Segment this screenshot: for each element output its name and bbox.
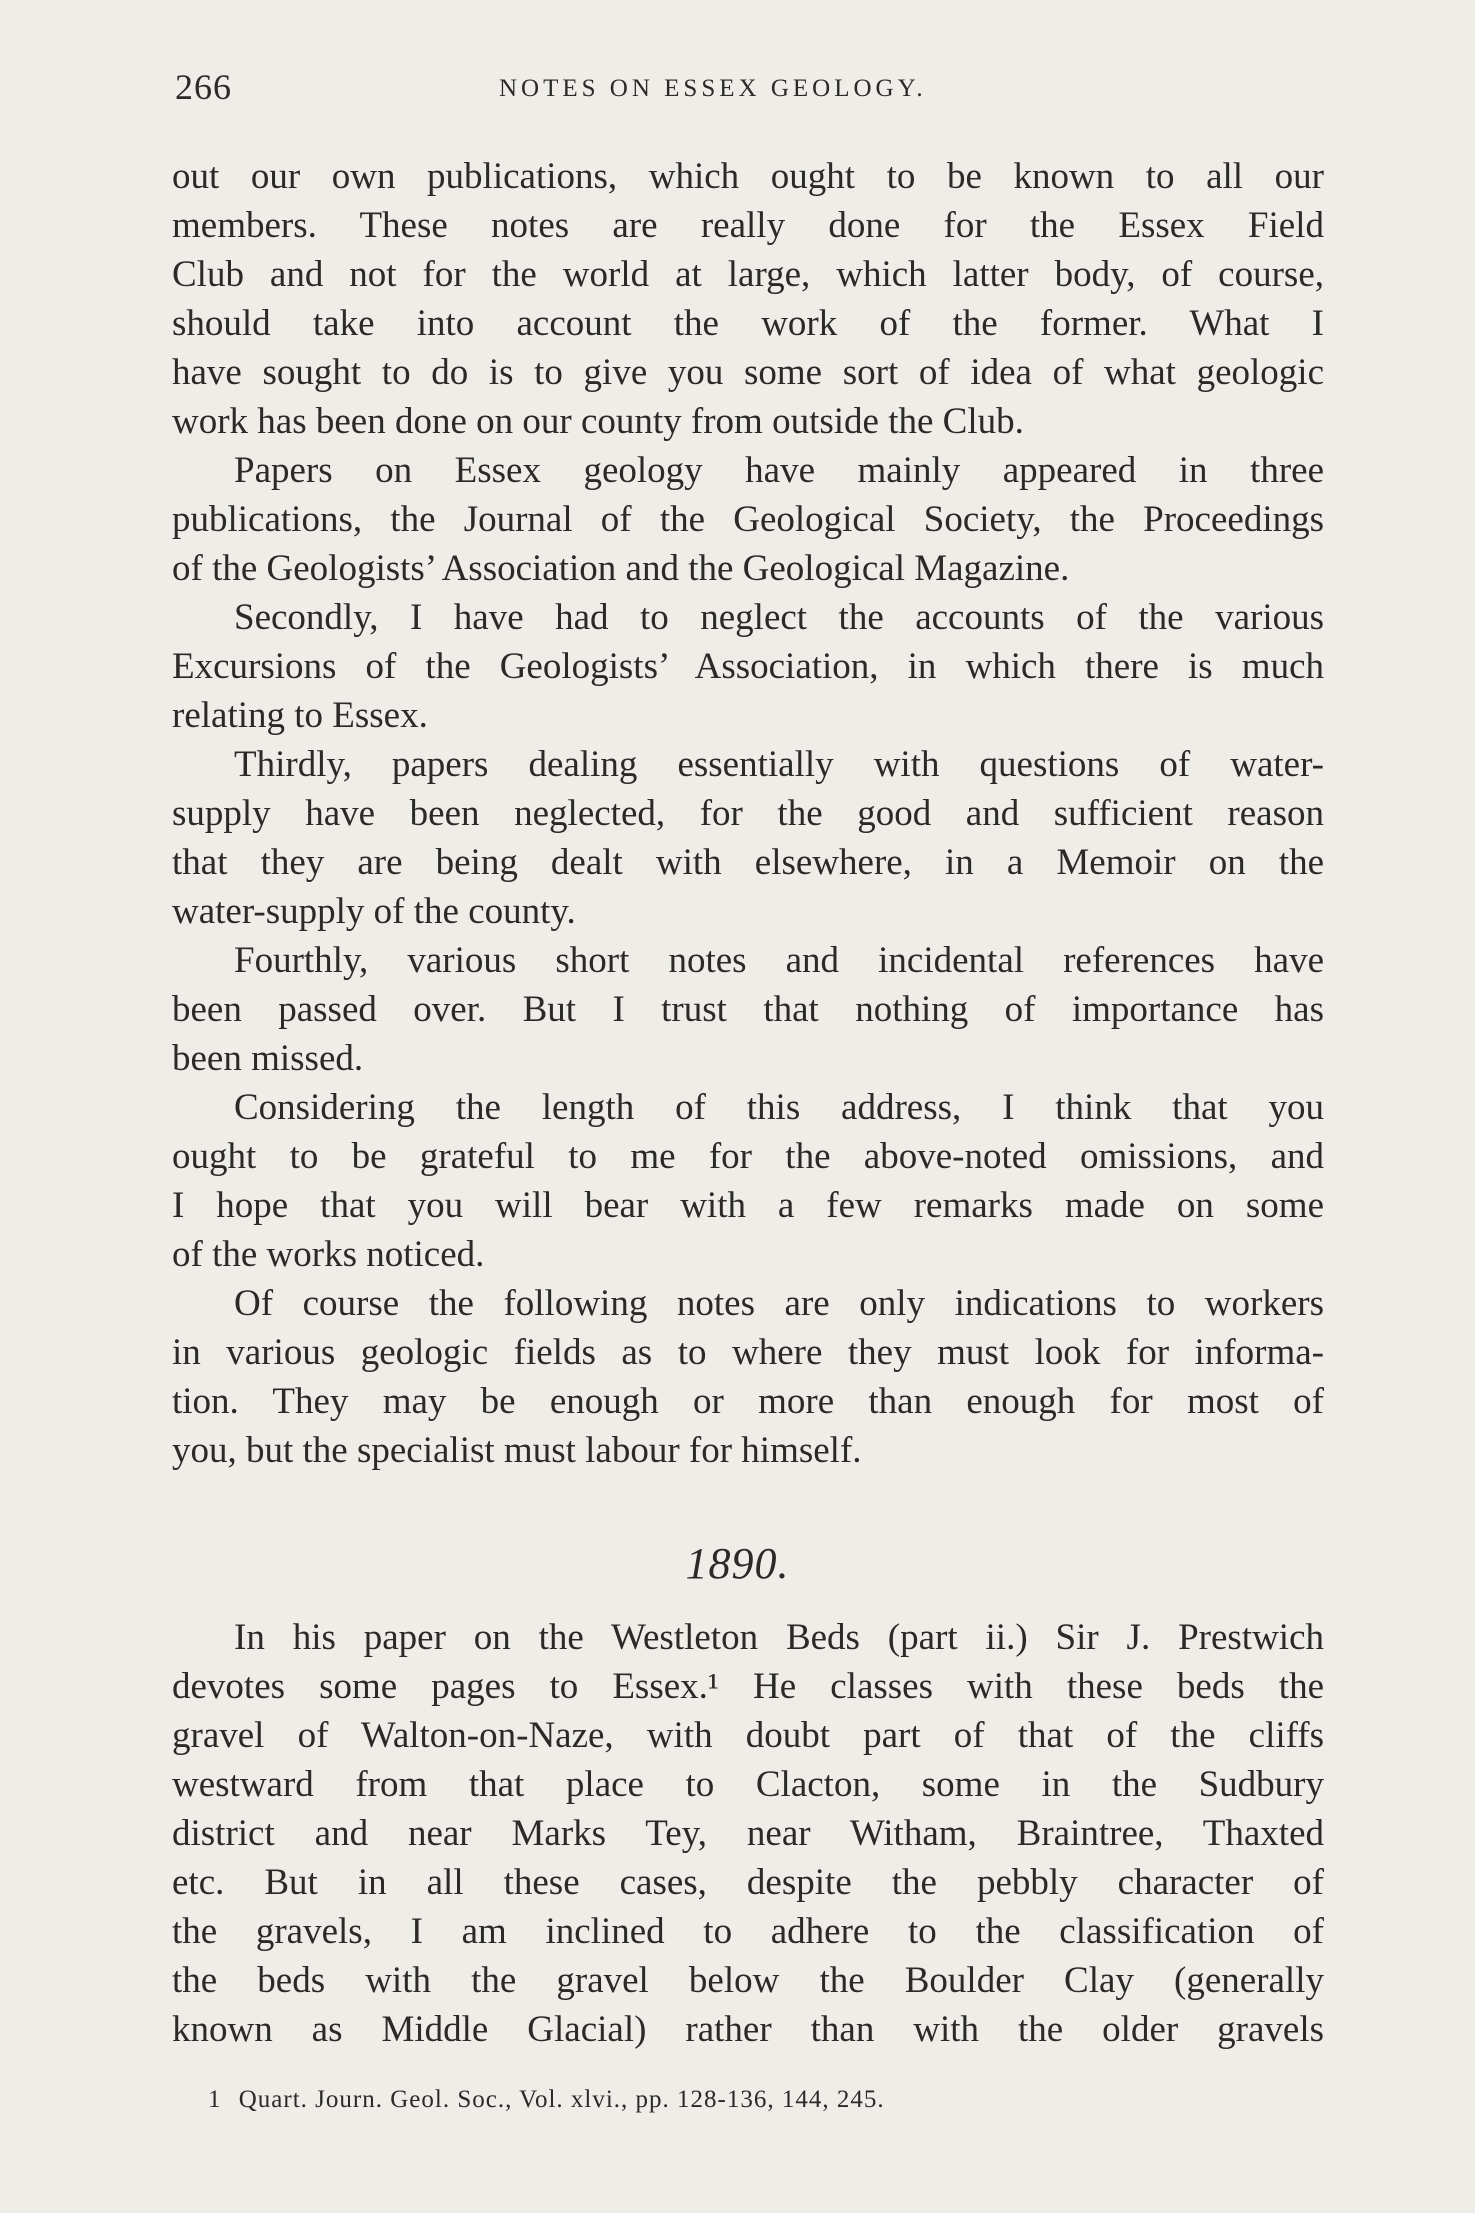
text-line: gravel of Walton-on-Naze, with doubt part of that of the cliffs [172, 1715, 1324, 1756]
text-line: been missed. [172, 1038, 364, 1079]
text-line: members. These notes are really done for the Essex Field [172, 205, 1324, 246]
text-line: In his paper on the Westleton Beds (part ii.) Sir J. Prestwich [234, 1617, 1324, 1658]
text-line: Considering the length of this address, I think that you [234, 1087, 1324, 1128]
text-line: have sought to do is to give you some sort of idea of what geologic [172, 352, 1324, 393]
text-line: the gravels, I am inclined to adhere to the classification of [172, 1911, 1324, 1952]
body-text-block-2 [172, 1613, 1324, 2054]
text-line: Papers on Essex geology have mainly appeared in three [234, 450, 1324, 491]
text-line: supply have been neglected, for the good and sufficient reason [172, 793, 1324, 834]
text-line: relating to Essex. [172, 695, 428, 736]
text-line: should take into account the work of the former. What I [172, 303, 1324, 344]
text-line: district and near Marks Tey, near Witham, Braintree, Thaxted [172, 1813, 1324, 1854]
footnote [208, 2086, 885, 2114]
text-line: out our own publications, which ought to be known to all our [172, 156, 1324, 197]
footnote-marker: 1 [208, 2086, 222, 2113]
text-line: Secondly, I have had to neglect the accounts of the various [234, 597, 1324, 638]
running-head [172, 66, 1322, 116]
text-line: work has been done on our county from outside the Club. [172, 401, 1024, 442]
section-heading-year: 1890. [685, 1539, 790, 1588]
text-line: I hope that you will bear with a few remarks made on some [172, 1185, 1324, 1226]
text-line: been passed over. But I trust that nothing of importance has [172, 989, 1324, 1030]
text-line: Fourthly, various short notes and incidental references have [234, 940, 1324, 981]
text-line: that they are being dealt with elsewhere, in a Memoir on the [172, 842, 1324, 883]
running-title: NOTES ON ESSEX GEOLOGY. [499, 75, 927, 102]
text-line: tion. They may be enough or more than enough for most of [172, 1381, 1324, 1422]
footnote-text: Quart. Journ. Geol. Soc., Vol. xlvi., pp. 128-136, 144, 245. [238, 2086, 885, 2113]
page-number: 266 [175, 67, 232, 107]
text-line: Of course the following notes are only indications to workers [234, 1283, 1324, 1324]
text-line: you, but the specialist must labour for himself. [172, 1430, 862, 1471]
text-line: of the works noticed. [172, 1234, 485, 1275]
text-line: water-supply of the county. [172, 891, 576, 932]
text-line: publications, the Journal of the Geological Society, the Proceedings [172, 499, 1324, 540]
text-line: Thirdly, papers dealing essentially with questions of water- [234, 744, 1324, 785]
text-line: etc. But in all these cases, despite the pebbly character of [172, 1862, 1324, 1903]
text-line: devotes some pages to Essex.¹ He classes with these beds the [172, 1666, 1324, 1707]
body-text-block [172, 152, 1324, 1475]
text-line: westward from that place to Clacton, some in the Sudbury [172, 1764, 1324, 1805]
text-line: known as Middle Glacial) rather than with the older gravels [172, 2009, 1324, 2050]
text-line: in various geologic fields as to where they must look for informa- [172, 1332, 1324, 1373]
text-line: of the Geologists’ Association and the Geological Magazine. [172, 548, 1070, 589]
text-line: Club and not for the world at large, which latter body, of course, [172, 254, 1324, 295]
text-line: ought to be grateful to me for the above-noted omissions, and [172, 1136, 1324, 1177]
text-line: the beds with the gravel below the Boulder Clay (generally [172, 1960, 1324, 2001]
text-line: Excursions of the Geologists’ Association, in which there is much [172, 646, 1324, 687]
